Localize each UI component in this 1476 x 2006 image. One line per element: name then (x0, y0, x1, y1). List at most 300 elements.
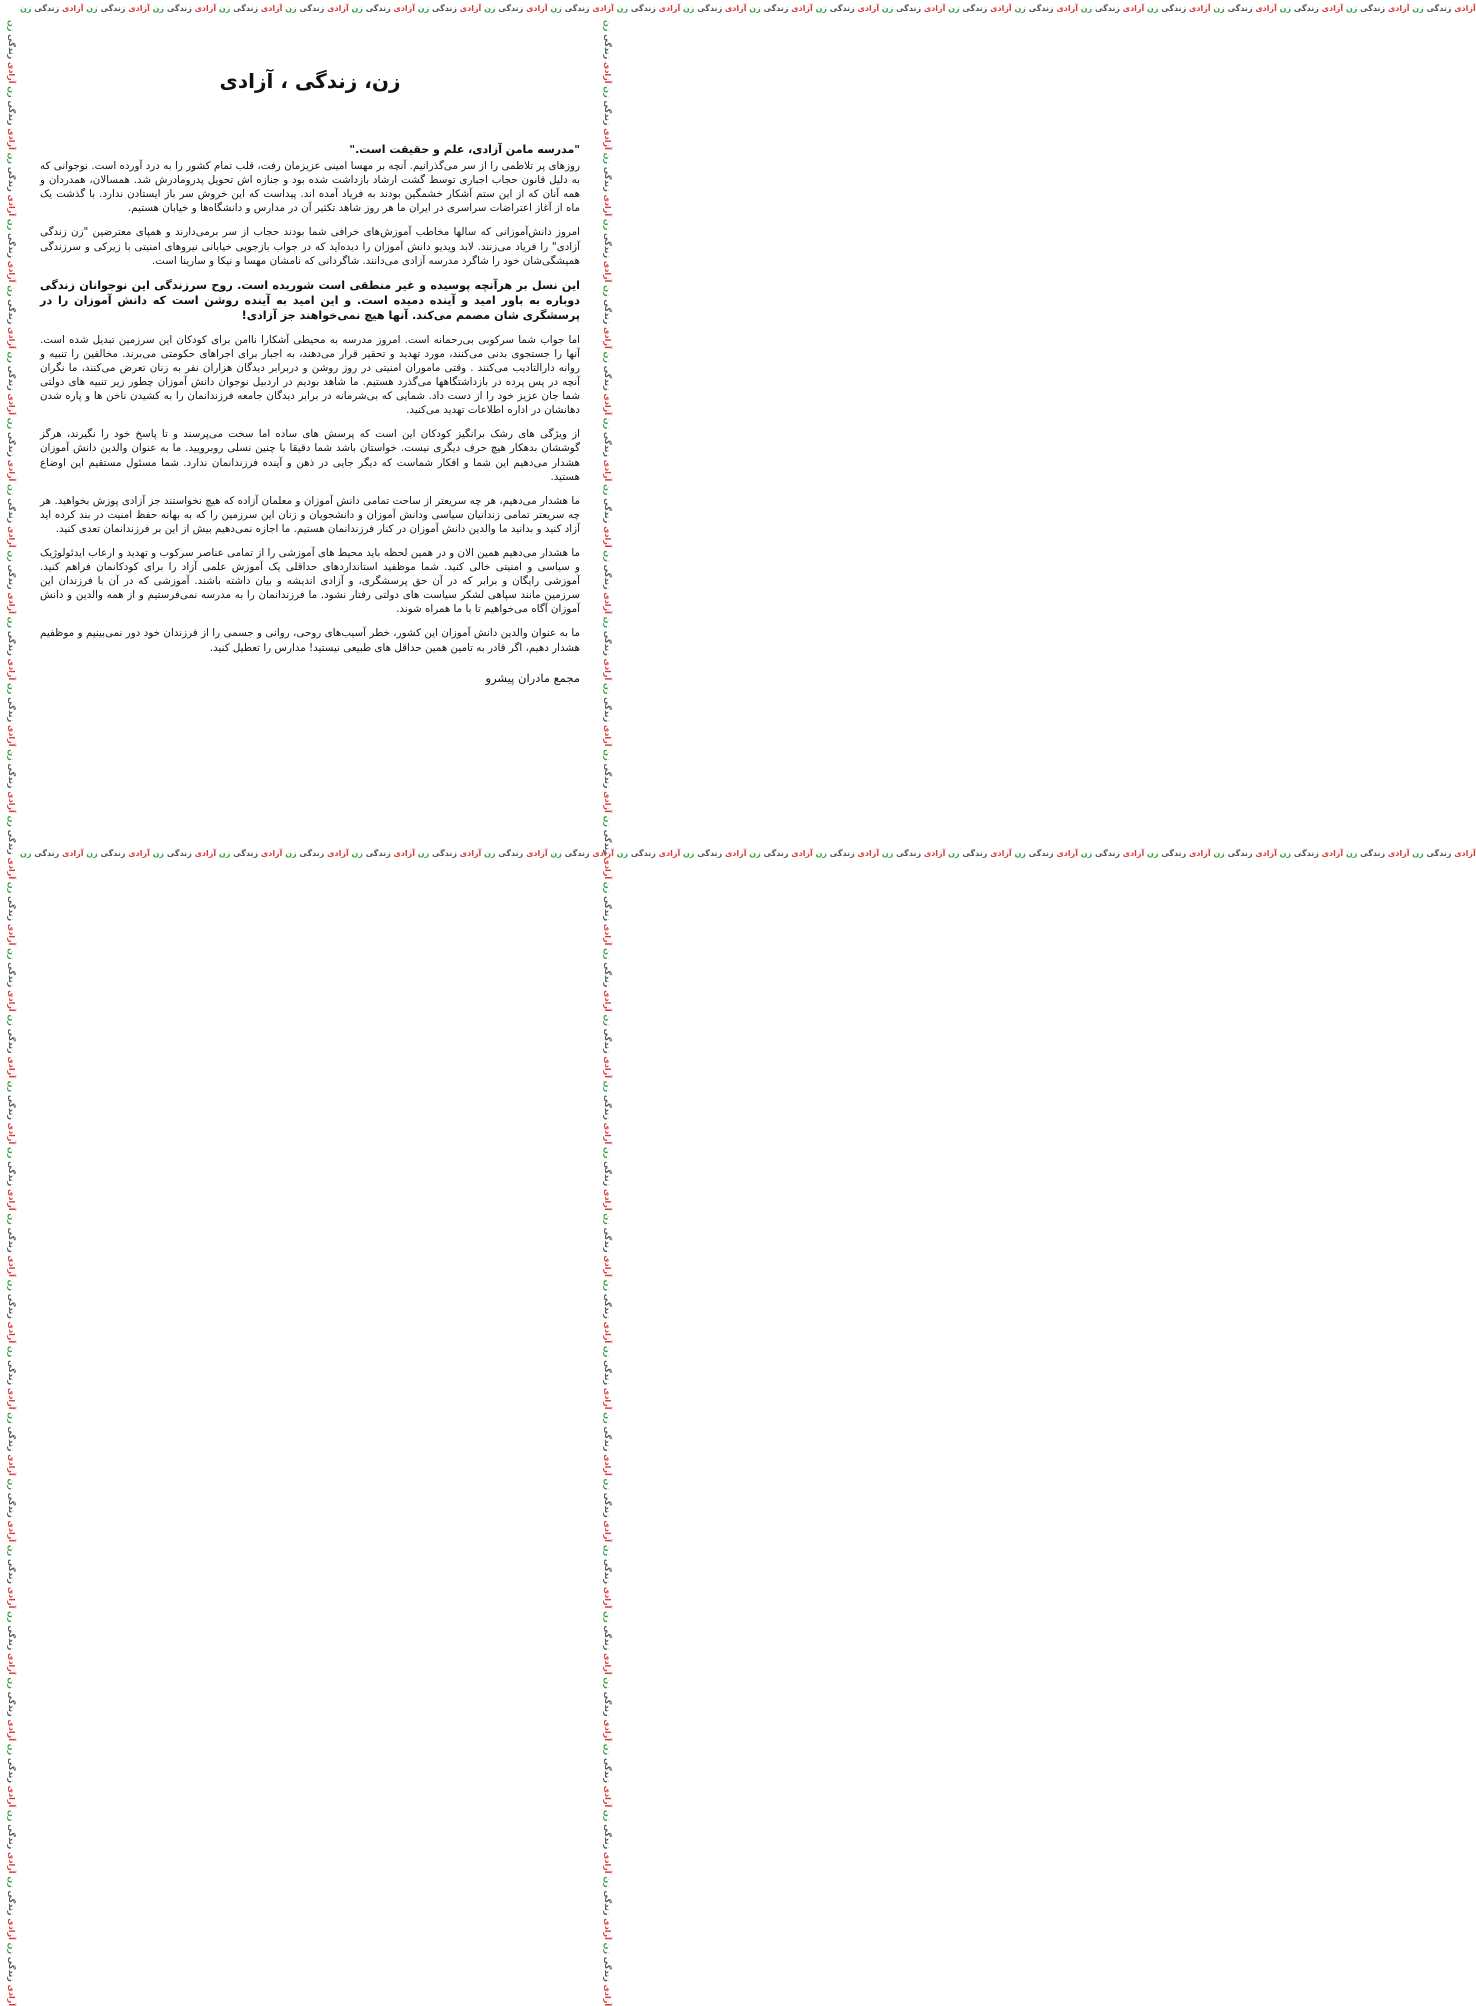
border-word: آزادی (7, 324, 16, 349)
border-word: آزادی (987, 849, 1012, 858)
border-word: آزادی (788, 849, 813, 858)
border-word: آزادی (854, 849, 880, 858)
border-word: زندگی (1291, 849, 1319, 858)
border-word: زندگی (164, 849, 192, 858)
border-word: زن (603, 945, 612, 960)
border-word: زندگی (7, 230, 16, 259)
border-word: زن (7, 1608, 16, 1623)
border-word: زن (7, 83, 16, 98)
border-word: آزادی (7, 1915, 16, 1940)
border-word: زن (603, 1409, 612, 1424)
border-word: زندگی (561, 849, 590, 858)
border-word: زن (945, 4, 960, 13)
paragraph-text: روزهای پر تلاطمی را از سر می‌گذرانیم. آنچه بر مهسا امینی عزیزمان رفت، قلب تمام کشور را به درد آورده است. نوجوانی که به دلیل قانون حجاب اجباری توسط گشت ارشاد بازداشت شده بود و جنازه اش تحویل پدرومادرش شد. همسالان، همدردان و همه آنان که از این ستم آشکار خشمگین بودند به فریاد آمده اند. پیداست که این خروش سر باز ایستادن ندارد. با گذشت یک ماه از آغاز اعتراضات سراسری در ایران ما هر روز شاهد تکثیر آن در مدارس و دانشگاه‌ها و خیابان هستیم. (40, 160, 580, 215)
border-word: زندگی (603, 1489, 612, 1518)
border-word: زندگی (7, 164, 16, 192)
border-word: آزادی (7, 456, 16, 482)
border-word: زن (1343, 849, 1358, 858)
border-word: آزادی (1385, 849, 1410, 858)
border-word: آزادی (1252, 849, 1277, 858)
border-word: زندگی (7, 1357, 16, 1386)
border-word: زن (603, 879, 612, 894)
border-word: آزادی (603, 1584, 612, 1609)
border-word: آزادی (603, 1650, 612, 1675)
paragraph: اما جواب شما سرکوبی بی‌رحمانه است. امروز مدرسه به محیطی آشکارا ناامن برای کودکان این سرزمین تبدیل شده است. آنها را جستجوی بدنی می‌کنند، مورد تهدید و تحقیر قرار می‌دهند، به اجبار برای اجراهای حکومتی می‌برند. مخالفین را تنبیه و روانه دارالتادیب می‌کنند . وقتی ماموران امنیتی در روز روشن و دربرابر دیدگان هزاران نفر به زنان تعرض می‌کنند، ما نگران آنچه در پس پرده در بازداشتگاهها می‌گذرد هستیم. ما شاهد بودیم در اردبیل نوجوان دانش آموزان چطور زیر تنبیه های دولتی شما جان عزیز خود را از دست داد. شمایی که بی‌شرمانه در برابر دیدگان جامعه فرزندانمان را به کشیدن ناخن ها و پاره شدن دهانشان در اداره اطلاعات تهدید می‌کنید. (40, 333, 580, 417)
border-word: آزادی (603, 324, 612, 349)
border-word: زن (7, 1343, 16, 1358)
border-word: زندگی (495, 4, 524, 13)
border-word: آزادی (7, 921, 16, 946)
border-word: زن (7, 879, 16, 894)
border-word: زن (282, 4, 297, 13)
border-word: زن (348, 849, 363, 858)
border-word: زندگی (603, 296, 612, 325)
border-word: زندگی (362, 4, 391, 13)
border-word: زن (7, 1939, 16, 1955)
border-word: زن (746, 849, 761, 858)
border-word: زن (7, 945, 16, 960)
border-word: زن (603, 1608, 612, 1623)
border-word: آزادی (7, 1517, 16, 1543)
border-word: زن (1210, 849, 1225, 858)
border-word: آزادی (7, 125, 16, 150)
border-word: آزادی (191, 849, 217, 858)
border-word: زن (547, 849, 562, 858)
decorative-border-top (20, 4, 1476, 16)
border-word: زن (7, 680, 16, 695)
border-word: آزادی (7, 1119, 16, 1145)
border-word: زندگی (603, 31, 612, 60)
border-word: آزادی (1186, 4, 1211, 13)
border-word: زندگی (959, 4, 988, 13)
border-word: زن (1144, 849, 1159, 858)
border-word: آزادی (7, 1252, 16, 1277)
border-word: زندگی (7, 893, 16, 922)
border-word: زندگی (7, 1092, 16, 1120)
border-word: زن (7, 1807, 16, 1822)
border-word: زندگی (1224, 849, 1253, 858)
border-word: زندگی (1092, 4, 1120, 13)
border-word: آزادی (7, 59, 16, 84)
border-word: زن (7, 812, 16, 827)
opening-paragraph (40, 143, 580, 215)
border-word: آزادی (603, 523, 612, 548)
border-word: آزادی (603, 1119, 612, 1145)
border-word: زن (7, 547, 16, 562)
border-word: زندگی (603, 1556, 612, 1585)
border-word: آزادی (1053, 849, 1078, 858)
border-word: زندگی (603, 429, 612, 457)
border-word: آزادی (7, 1849, 16, 1874)
border-word: آزادی (722, 849, 747, 858)
border-word: زندگی (603, 893, 612, 922)
border-word: زندگی (7, 561, 16, 590)
border-word: زن (1011, 4, 1026, 13)
border-word: آزادی (603, 589, 612, 614)
border-word: آزادی (390, 4, 415, 13)
border-word: آزادی (324, 849, 349, 858)
border-word: زن (603, 1276, 612, 1292)
border-word: آزادی (1318, 4, 1344, 13)
decorative-border-right (602, 20, 614, 2006)
border-word: زندگی (893, 4, 922, 13)
border-word: زن (603, 1144, 612, 1159)
border-word: زندگی (164, 4, 192, 13)
border-word: زن (1144, 4, 1159, 13)
border-word: آزادی (603, 125, 612, 150)
decorative-border-bottom (20, 849, 1476, 861)
border-word: زندگی (827, 849, 855, 858)
border-word: زندگی (1357, 849, 1386, 858)
border-word: زن (7, 216, 16, 231)
border-word: زن (603, 812, 612, 827)
border-word: زندگی (7, 760, 16, 789)
border-word: زندگی (603, 362, 612, 391)
border-word: زن (613, 849, 629, 858)
border-word: زن (746, 4, 761, 13)
border-word: زن (7, 348, 16, 363)
border-word: زندگی (603, 561, 612, 590)
border-word: زندگی (1423, 4, 1452, 13)
border-word: آزادی (987, 4, 1012, 13)
border-word: آزادی (1053, 4, 1078, 13)
border-word: زن (603, 1210, 612, 1225)
border-word: زن (216, 4, 231, 13)
border-word: آزادی (603, 1451, 612, 1476)
border-word: زندگی (1158, 4, 1187, 13)
border-word: زن (603, 1674, 612, 1689)
paragraph: از ویژگی های رشک برانگیز کودکان این است که پرسش های ساده اما سخت می‌پرسند و تا پاسخ خود را نگیرند، هرگز گوششان بدهکار هیچ حرف دیگری نیست. خواستان باشد شما دقیقا با چنین نسلی روبرویید. ما به عنوان والدین دانش آموزان هشدار می‌دهیم این شما و افکار شماست که دیگر جایی در ذهن و آینده فرزندانمان ندارد. شما مسئول مستقیم این اوضاع هستید. (40, 428, 580, 483)
border-word: زن (1077, 4, 1093, 13)
border-word: زن (1210, 4, 1225, 13)
border-word: زندگی (7, 1688, 16, 1717)
border-word: زن (7, 1276, 16, 1292)
border-word: زندگی (603, 1291, 612, 1319)
border-word: زندگی (760, 4, 789, 13)
border-word: زندگی (603, 827, 612, 855)
border-word: آزادی (7, 655, 16, 681)
border-word: زن (7, 481, 16, 496)
border-word: آزادی (324, 4, 349, 13)
border-word: آزادی (7, 1584, 16, 1609)
border-word: زندگی (603, 495, 612, 524)
border-word: زندگی (760, 849, 789, 858)
border-word: آزادی (655, 4, 681, 13)
border-word: زندگی (694, 849, 723, 858)
border-word: زندگی (7, 1489, 16, 1518)
border-word: زن (603, 1542, 612, 1557)
border-word: زندگی (603, 1025, 612, 1054)
border-word: زن (603, 1077, 612, 1093)
border-word: زندگی (7, 694, 16, 723)
border-word: آزادی (603, 1252, 612, 1277)
border-word: زندگی (31, 4, 60, 13)
border-word: آزادی (523, 4, 548, 13)
border-word: زن (1276, 849, 1292, 858)
border-word: آزادی (1119, 4, 1145, 13)
border-word: آزادی (7, 722, 16, 747)
border-word: زن (1077, 849, 1093, 858)
decorative-border-left (6, 20, 18, 2006)
border-word: آزادی (603, 1186, 612, 1211)
border-word: آزادی (603, 722, 612, 747)
border-word: زن (20, 849, 32, 858)
border-word: زن (603, 1343, 612, 1358)
border-word: زندگی (230, 4, 259, 13)
border-word: زندگی (1291, 4, 1319, 13)
border-word: زندگی (7, 1887, 16, 1916)
border-word: زن (945, 849, 960, 858)
border-word: آزادی (258, 4, 283, 13)
border-word: زندگی (495, 849, 524, 858)
border-word: زندگی (603, 1423, 612, 1452)
border-word: زن (481, 4, 496, 13)
border-word: زندگی (296, 4, 325, 13)
border-word: زندگی (1092, 849, 1120, 858)
border-word: آزادی (921, 4, 946, 13)
border-word: آزادی (7, 1186, 16, 1211)
border-word: آزادی (7, 523, 16, 548)
paragraph: ما هشدار می‌دهیم، هر چه سریعتر از ساحت تمامی دانش آموزان و معلمان آزاده که هیچ نخواستند جز آزادی پوزش بخواهید. هر چه سریعتر تمامی زندانیان سیاسی ودانش آموزان و دانشجویان و زنان این سرزمین را که به بهانه حفظ امنیت در بند کرده اید آزاد کنید و بدانید ما والدین دانش آموزان در کنار فرزندانمان هستیم. ما اجازه نمی‌دهیم بیش از این بر فرزندانمان تعدی کنید. (40, 494, 580, 535)
border-word: آزادی (125, 849, 150, 858)
border-word: زن (7, 1077, 16, 1093)
border-word: زن (7, 1740, 16, 1756)
border-word: زن (20, 4, 32, 13)
border-word: زندگی (7, 1622, 16, 1651)
border-word: آزادی (603, 1318, 612, 1344)
border-word: زندگی (7, 959, 16, 988)
border-word: آزادی (655, 849, 681, 858)
border-word: آزادی (589, 849, 614, 858)
border-word: زندگی (7, 362, 16, 391)
border-word: آزادی (603, 655, 612, 681)
border-word: آزادی (125, 4, 150, 13)
border-word: آزادی (603, 390, 612, 415)
border-word: آزادی (258, 849, 283, 858)
border-word: آزادی (921, 849, 946, 858)
border-word: زندگی (7, 1821, 16, 1850)
border-word: آزادی (7, 191, 16, 217)
border-word: آزادی (7, 1782, 16, 1808)
border-word: زن (603, 1807, 612, 1822)
page-title: زن، زندگی ، آزادی (219, 69, 401, 93)
border-word: آزادی (7, 1385, 16, 1410)
border-word: آزادی (603, 258, 612, 283)
border-word: زندگی (603, 1357, 612, 1386)
border-word: زندگی (230, 849, 259, 858)
border-word: آزادی (7, 1318, 16, 1344)
border-word: آزادی (523, 849, 548, 858)
border-word: آزادی (1318, 849, 1344, 858)
border-word: زن (603, 1740, 612, 1756)
border-word: زندگی (603, 164, 612, 192)
border-word: زندگی (7, 31, 16, 60)
emphasis-paragraph: این نسل بر هرآنچه پوسیده و غیر منطقی است شوریده است. روح سرزندگی این نوجوانان زندگی دوباره به باور امید و آینده دمیده است. و این امید به آینده روشن است که دانش آموزان را در پرسشگری شان مصمم می‌کند. آنها هیچ نمی‌خواهند جز آزادی! (40, 278, 580, 322)
border-word: زن (879, 4, 894, 13)
border-word: زن (7, 415, 16, 430)
border-word: زندگی (7, 1556, 16, 1585)
border-word: زن (603, 613, 612, 629)
border-word: زندگی (7, 495, 16, 524)
border-word: زن (7, 613, 16, 629)
border-word: آزادی (603, 921, 612, 946)
border-word: زندگی (603, 1821, 612, 1850)
border-word: زن (603, 348, 612, 363)
border-word: زن (7, 1873, 16, 1888)
border-word: آزادی (722, 4, 747, 13)
border-word: آزادی (603, 456, 612, 482)
border-word: زندگی (31, 849, 60, 858)
border-word: زندگی (7, 1755, 16, 1783)
border-word: زندگی (603, 1954, 612, 1982)
border-word: زن (1011, 849, 1026, 858)
border-word: آزادی (456, 4, 482, 13)
border-word: زندگی (429, 849, 457, 858)
border-word: زندگی (603, 1622, 612, 1651)
border-word: زن (7, 1674, 16, 1689)
paragraph: امروز دانش‌آموزانی که سالها مخاطب آموزش‌های خرافی شما بودند حجاب از سر برمی‌دارند و همپای معترضین "زن زندگی آزادی" را فریاد می‌زنند. لابد ویدیو دانش آموزان را دیده‌اید که در جواب بازجویی خیابانی نیروهای امنیتی با زیرکی و سرزندگی همیشگی‌شان خود را شاگرد مدرسه آزادی می‌دانند. شاگردانی که نامشان مهسا و نیکا و سارینا است. (40, 226, 580, 267)
border-word: آزادی (59, 849, 84, 858)
border-word: زندگی (603, 1158, 612, 1187)
border-word: زندگی (1025, 849, 1054, 858)
border-word: زن (680, 849, 695, 858)
border-word: زندگی (362, 849, 391, 858)
border-word: آزادی (1186, 849, 1211, 858)
border-word: زندگی (429, 4, 457, 13)
border-word: زن (415, 4, 430, 13)
border-word: آزادی (603, 987, 612, 1012)
border-word: آزادی (603, 854, 612, 880)
border-word: آزادی (1252, 4, 1277, 13)
border-word: زندگی (603, 1887, 612, 1916)
border-word: آزادی (7, 258, 16, 283)
border-word: آزادی (589, 4, 614, 13)
border-word: آزادی (7, 589, 16, 614)
border-word: زن (216, 849, 231, 858)
border-word: زن (481, 849, 496, 858)
border-word: زندگی (7, 1954, 16, 1982)
border-word: زن (603, 746, 612, 761)
border-word: زن (547, 4, 562, 13)
border-word: زن (603, 1011, 612, 1026)
border-word: زن (812, 849, 827, 858)
border-word: زن (603, 680, 612, 695)
border-word: زن (603, 1873, 612, 1888)
border-word: زندگی (7, 1025, 16, 1054)
paragraph: ما به عنوان والدین دانش آموزان این کشور، خطر آسیب‌های روحی، روانی و جسمی را از فرزندان خود دور نمی‌بینیم و موظفیم هشدار دهیم، اگر قادر به تامین همین حداقل های طبیعی نیستید! مدارس را تعطیل کنید. (40, 627, 580, 654)
border-word: زندگی (628, 4, 656, 13)
border-word: زن (7, 1144, 16, 1159)
border-word: آزادی (603, 1053, 612, 1078)
border-word: آزادی (7, 390, 16, 415)
border-word: زندگی (7, 1158, 16, 1187)
border-word: زن (149, 849, 165, 858)
border-word: زندگی (97, 849, 126, 858)
border-word: آزادی (603, 1517, 612, 1543)
border-word: آزادی (1385, 4, 1410, 13)
border-word: زن (7, 149, 16, 165)
border-word: زن (603, 216, 612, 231)
border-word: زن (603, 547, 612, 562)
border-word: زندگی (7, 97, 16, 126)
border-word: زن (603, 20, 612, 32)
border-word: زندگی (694, 4, 723, 13)
border-word: زن (603, 1475, 612, 1490)
border-word: آزادی (1451, 849, 1476, 858)
border-word: آزادی (7, 1650, 16, 1675)
border-word: آزادی (191, 4, 217, 13)
border-word: آزادی (7, 1451, 16, 1476)
border-word: آزادی (59, 4, 84, 13)
border-word: زن (83, 4, 98, 13)
border-word: زندگی (827, 4, 855, 13)
border-word: زندگی (97, 4, 126, 13)
border-word: زندگی (628, 849, 656, 858)
border-word: زن (603, 83, 612, 98)
border-word: آزادی (603, 1782, 612, 1808)
border-word: زندگی (893, 849, 922, 858)
border-word: زن (7, 746, 16, 761)
border-word: آزادی (854, 4, 880, 13)
border-word: آزادی (603, 788, 612, 813)
border-word: زندگی (296, 849, 325, 858)
border-word: آزادی (1119, 849, 1145, 858)
border-word: زن (7, 1409, 16, 1424)
border-word: زن (348, 4, 363, 13)
border-word: زن (613, 4, 629, 13)
border-word: آزادی (7, 1981, 16, 2006)
signature: مجمع مادران پیشرو (485, 670, 580, 685)
border-word: آزادی (603, 59, 612, 84)
border-word: زندگی (603, 694, 612, 723)
border-word: زن (7, 1475, 16, 1490)
border-word: زندگی (7, 296, 16, 325)
border-word: آزادی (7, 987, 16, 1012)
border-word: زندگی (603, 97, 612, 126)
border-word: زندگی (959, 849, 988, 858)
border-word: زن (149, 4, 165, 13)
border-word: زن (603, 415, 612, 430)
border-word: زن (1409, 849, 1424, 858)
border-word: زندگی (603, 760, 612, 789)
border-word: زندگی (7, 1224, 16, 1253)
border-word: زن (7, 20, 16, 32)
border-word: زندگی (603, 1755, 612, 1783)
border-word: زندگی (603, 1224, 612, 1253)
border-word: زن (603, 1939, 612, 1955)
border-word: آزادی (456, 849, 482, 858)
border-word: آزادی (7, 1053, 16, 1078)
border-word: آزادی (603, 191, 612, 217)
border-word: زندگی (7, 429, 16, 457)
border-word: زن (7, 1542, 16, 1557)
border-word: زندگی (7, 1423, 16, 1452)
border-word: زن (1343, 4, 1358, 13)
border-word: زن (603, 481, 612, 496)
border-word: آزادی (1451, 4, 1476, 13)
border-word: زندگی (561, 4, 590, 13)
border-word: آزادی (603, 1385, 612, 1410)
border-word: آزادی (7, 854, 16, 880)
border-word: آزادی (603, 1716, 612, 1741)
border-word: زن (603, 282, 612, 297)
border-word: زندگی (603, 959, 612, 988)
border-word: زن (680, 4, 695, 13)
border-word: زن (7, 282, 16, 297)
border-word: زن (1409, 4, 1424, 13)
border-word: آزادی (390, 849, 415, 858)
border-word: زن (603, 149, 612, 165)
